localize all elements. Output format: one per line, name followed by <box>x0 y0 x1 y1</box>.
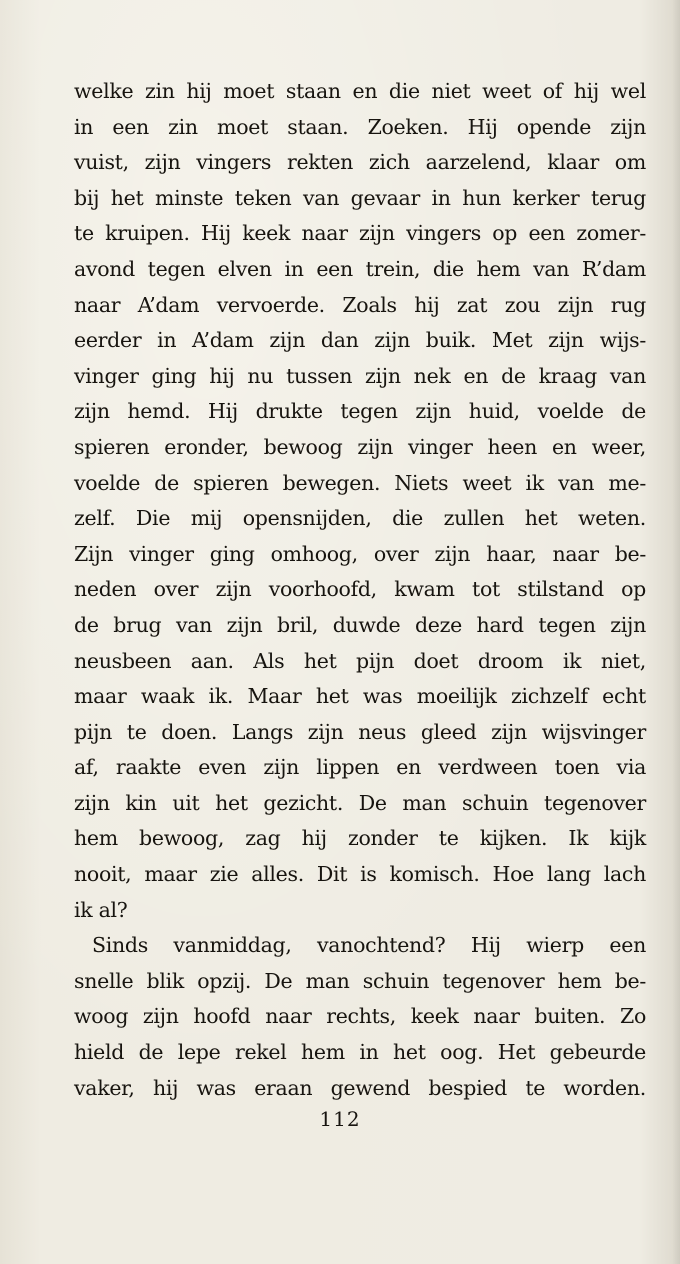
text-line: woog zijn hoofd naar rechts, keek naar buiten. Zo <box>74 1004 646 1029</box>
text-line: zijn hemd. Hij drukte tegen zijn huid, voelde de <box>74 399 646 424</box>
text-line: nooit, maar zie alles. Dit is komisch. Hoe lang lach <box>74 862 646 887</box>
text-line: neden over zijn voorhoofd, kwam tot stilstand op <box>74 577 646 602</box>
text-line: in een zin moet staan. Zoeken. Hij opende zijn <box>74 114 646 139</box>
text-line: vaker, hij was eraan gewend bespied te worden. <box>74 1075 646 1100</box>
text-line: welke zin hij moet staan en die niet weet of hij wel <box>74 79 646 103</box>
text-line: voelde de spieren bewegen. Niets weet ik van me- <box>74 470 646 495</box>
text-line: bij het minste teken van gevaar in hun kerker terug <box>74 185 646 210</box>
text-line: ik al? <box>74 897 128 922</box>
page-number: 112 <box>319 1107 361 1131</box>
text-line: te kruipen. Hij keek naar zijn vingers op een zomer- <box>74 221 646 246</box>
text-line: pijn te doen. Langs zijn neus gleed zijn wijsvinger <box>74 719 646 744</box>
text-line: avond tegen elven in een trein, die hem van R’dam <box>74 256 646 281</box>
text-line: neusbeen aan. Als het pijn doet droom ik niet, <box>74 648 646 673</box>
paragraph-2 <box>74 928 646 1106</box>
text-line: Zijn vinger ging omhoog, over zijn haar, naar be- <box>74 541 646 566</box>
text-line: hield de lepe rekel hem in het oog. Het gebeurde <box>74 1040 646 1065</box>
text-line: de brug van zijn bril, duwde deze hard tegen zijn <box>74 612 646 637</box>
text-line: zelf. Die mij opensnijden, die zullen het weten. <box>74 506 646 531</box>
text-line: Sinds vanmiddag, vanochtend? Hij wierp een <box>92 933 646 958</box>
paragraph-1 <box>74 74 646 928</box>
text-line: vinger ging hij nu tussen zijn nek en de kraag van <box>74 363 646 388</box>
text-line: eerder in A’dam zijn dan zijn buik. Met zijn wijs- <box>74 328 646 353</box>
body-text <box>74 74 646 1106</box>
text-line: snelle blik opzij. De man schuin tegenover hem be- <box>74 968 646 993</box>
text-line: maar waak ik. Maar het was moeilijk zichzelf echt <box>74 684 646 709</box>
text-line: af, raakte even zijn lippen en verdween toen via <box>74 755 646 780</box>
text-line: vuist, zijn vingers rekten zich aarzelend, klaar om <box>74 150 646 175</box>
page-edge-shadow <box>672 0 680 1264</box>
text-line: spieren eronder, bewoog zijn vinger heen en weer, <box>74 434 646 459</box>
text-line: hem bewoog, zag hij zonder te kijken. Ik kijk <box>74 826 646 851</box>
text-line: zijn kin uit het gezicht. De man schuin tegenover <box>74 790 646 815</box>
text-line: naar A’dam vervoerde. Zoals hij zat zou zijn rug <box>74 292 646 317</box>
